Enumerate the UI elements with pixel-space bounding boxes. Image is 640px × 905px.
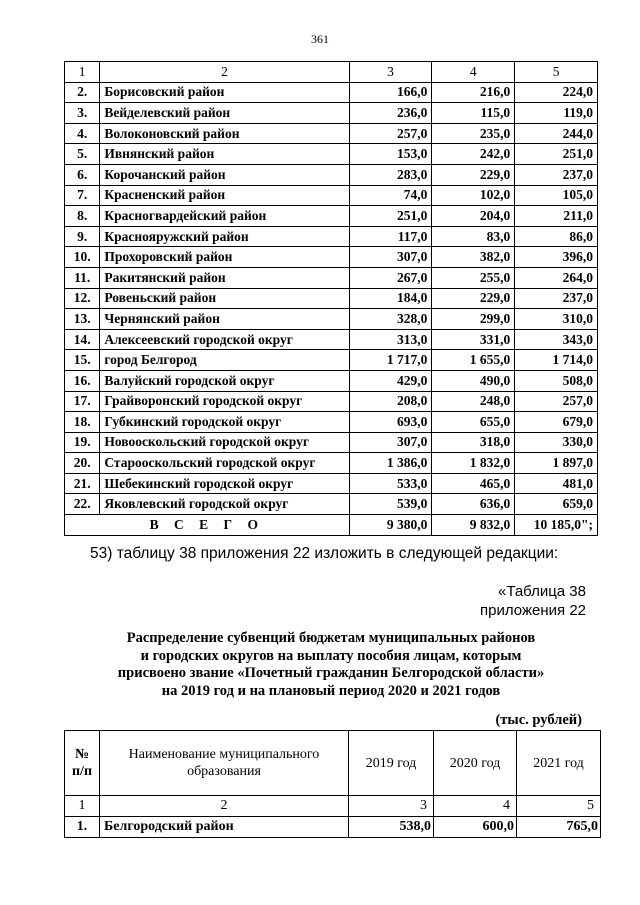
municipality-name: Красненский район — [100, 185, 349, 206]
value-2020: 600,0 — [434, 817, 517, 838]
col-number: 4 — [434, 796, 517, 817]
value-2019: 184,0 — [349, 288, 432, 309]
table-row — [65, 370, 598, 391]
value-2020: 490,0 — [432, 370, 515, 391]
value-2019: 539,0 — [349, 494, 432, 515]
value-2021: 1 897,0 — [515, 453, 598, 474]
header-name-text: Наименование муниципального образования — [128, 747, 320, 779]
value-2020: 655,0 — [432, 412, 515, 433]
row-number: 5. — [65, 144, 100, 165]
municipality-name: Ровеньский район — [100, 288, 349, 309]
value-2021: 105,0 — [515, 185, 598, 206]
row-number: 4. — [65, 123, 100, 144]
row-number: 9. — [65, 226, 100, 247]
header-2021: 2021 год — [517, 731, 601, 796]
value-2021: 481,0 — [515, 473, 598, 494]
value-2019: 251,0 — [349, 206, 432, 227]
row-number: 12. — [65, 288, 100, 309]
table-row — [65, 144, 598, 165]
title-line: присвоено звание «Почетный гражданин Белгородской области» — [117, 665, 545, 681]
table-row — [65, 103, 598, 124]
value-2020: 255,0 — [432, 267, 515, 288]
total-2021: 10 185,0"; — [515, 515, 598, 536]
value-2019: 257,0 — [349, 123, 432, 144]
table-row — [65, 453, 598, 474]
row-number: 7. — [65, 185, 100, 206]
municipality-name: Ивнянский район — [100, 144, 349, 165]
row-number: 15. — [65, 350, 100, 371]
value-2020: 83,0 — [432, 226, 515, 247]
value-2019: 208,0 — [349, 391, 432, 412]
value-2021: 244,0 — [515, 123, 598, 144]
row-number: 20. — [65, 453, 100, 474]
value-2021: 396,0 — [515, 247, 598, 268]
value-2020: 465,0 — [432, 473, 515, 494]
table-row — [65, 226, 598, 247]
col-number: 2 — [100, 796, 349, 817]
title-line: и городских округов на выплату пособия лицам, которым — [140, 647, 522, 664]
row-number: 6. — [65, 164, 100, 185]
value-2021: 237,0 — [515, 288, 598, 309]
title-line: Распределение субвенций бюджетам муниципальных районов — [126, 630, 536, 646]
value-2021: 251,0 — [515, 144, 598, 165]
value-2021: 659,0 — [515, 494, 598, 515]
table-row — [65, 267, 598, 288]
col-number: 3 — [349, 796, 434, 817]
value-2021: 264,0 — [515, 267, 598, 288]
value-2020: 331,0 — [432, 329, 515, 350]
municipality-name: Борисовский район — [100, 82, 349, 103]
value-2019: 429,0 — [349, 370, 432, 391]
value-2019: 166,0 — [349, 82, 432, 103]
table-row — [65, 185, 598, 206]
header-2019: 2019 год — [349, 731, 434, 796]
value-2021: 224,0 — [515, 82, 598, 103]
row-number: 13. — [65, 309, 100, 330]
table-row — [65, 206, 598, 227]
value-2020: 242,0 — [432, 144, 515, 165]
total-2020: 9 832,0 — [432, 515, 515, 536]
table-row — [65, 350, 598, 371]
honorary-citizen-table — [64, 730, 601, 838]
distribution-table-continued — [64, 61, 598, 536]
row-number: 8. — [65, 206, 100, 227]
table-row — [65, 309, 598, 330]
municipality-name: Алексеевский городской округ — [100, 329, 349, 350]
header-name — [100, 731, 349, 796]
table-row — [65, 123, 598, 144]
value-2020: 216,0 — [432, 82, 515, 103]
value-2021: 257,0 — [515, 391, 598, 412]
value-2020: 299,0 — [432, 309, 515, 330]
value-2019: 328,0 — [349, 309, 432, 330]
value-2020: 229,0 — [432, 288, 515, 309]
header-row — [65, 731, 601, 796]
value-2019: 267,0 — [349, 267, 432, 288]
municipality-name: Новооскольский городской округ — [100, 432, 349, 453]
total-2019: 9 380,0 — [349, 515, 432, 536]
value-2021: 310,0 — [515, 309, 598, 330]
header-num-text: № п/п — [71, 747, 93, 779]
table-row — [65, 432, 598, 453]
value-2021: 237,0 — [515, 164, 598, 185]
table-row — [65, 247, 598, 268]
value-2019: 533,0 — [349, 473, 432, 494]
value-2019: 1 717,0 — [349, 350, 432, 371]
value-2021: 119,0 — [515, 103, 598, 124]
municipality-name: Губкинский городской округ — [100, 412, 349, 433]
value-2020: 636,0 — [432, 494, 515, 515]
value-2020: 115,0 — [432, 103, 515, 124]
value-2019: 153,0 — [349, 144, 432, 165]
col-number: 5 — [515, 62, 598, 83]
value-2020: 235,0 — [432, 123, 515, 144]
table-row — [65, 82, 598, 103]
value-2019: 307,0 — [349, 432, 432, 453]
municipality-name: Грайворонский городской округ — [100, 391, 349, 412]
table-row — [65, 494, 598, 515]
value-2019: 283,0 — [349, 164, 432, 185]
table-row — [65, 164, 598, 185]
value-2019: 693,0 — [349, 412, 432, 433]
value-2020: 1 832,0 — [432, 453, 515, 474]
total-row — [65, 515, 598, 536]
value-2019: 236,0 — [349, 103, 432, 124]
col-number: 3 — [349, 62, 432, 83]
value-2020: 318,0 — [432, 432, 515, 453]
municipality-name: город Белгород — [100, 350, 349, 371]
municipality-name: Шебекинский городской округ — [100, 473, 349, 494]
value-2021: 765,0 — [517, 817, 601, 838]
table-title — [64, 630, 598, 700]
value-2021: 508,0 — [515, 370, 598, 391]
table-row — [65, 329, 598, 350]
value-2019: 538,0 — [349, 817, 434, 838]
municipality-name: Ракитянский район — [100, 267, 349, 288]
row-number: 17. — [65, 391, 100, 412]
value-2020: 229,0 — [432, 164, 515, 185]
value-2021: 1 714,0 — [515, 350, 598, 371]
municipality-name: Краснояружский район — [100, 226, 349, 247]
row-number: 22. — [65, 494, 100, 515]
municipality-name: Волоконовский район — [100, 123, 349, 144]
row-number: 10. — [65, 247, 100, 268]
col-number: 5 — [517, 796, 601, 817]
page-number: 361 — [311, 32, 329, 46]
municipality-name: Красногвардейский район — [100, 206, 349, 227]
municipality-name: Корочанский район — [100, 164, 349, 185]
row-number: 16. — [65, 370, 100, 391]
municipality-name: Чернянский район — [100, 309, 349, 330]
col-number: 1 — [65, 62, 100, 83]
row-number: 21. — [65, 473, 100, 494]
value-2021: 330,0 — [515, 432, 598, 453]
col-number: 4 — [432, 62, 515, 83]
header-num — [65, 731, 100, 796]
value-2019: 1 386,0 — [349, 453, 432, 474]
total-label: В С Е Г О — [65, 515, 350, 536]
col-number: 1 — [65, 796, 100, 817]
value-2021: 679,0 — [515, 412, 598, 433]
table-row — [65, 817, 601, 838]
value-2021: 86,0 — [515, 226, 598, 247]
value-2020: 204,0 — [432, 206, 515, 227]
value-2020: 1 655,0 — [432, 350, 515, 371]
header-2020: 2020 год — [434, 731, 517, 796]
value-2019: 313,0 — [349, 329, 432, 350]
municipality-name: Валуйский городской округ — [100, 370, 349, 391]
value-2020: 248,0 — [432, 391, 515, 412]
value-2021: 343,0 — [515, 329, 598, 350]
table-row — [65, 412, 598, 433]
amendment-instruction: 53) таблицу 38 приложения 22 изложить в следующей редакции: — [90, 545, 559, 562]
municipality-name: Белгородский район — [100, 817, 349, 838]
row-number: 1. — [65, 817, 100, 838]
value-2020: 382,0 — [432, 247, 515, 268]
row-number: 14. — [65, 329, 100, 350]
row-number: 11. — [65, 267, 100, 288]
column-number-row — [65, 796, 601, 817]
municipality-name: Яковлевский городской округ — [100, 494, 349, 515]
table-reference-line: «Таблица 38 — [497, 583, 586, 600]
municipality-name: Прохоровский район — [100, 247, 349, 268]
value-2019: 74,0 — [349, 185, 432, 206]
row-number: 19. — [65, 432, 100, 453]
row-number: 18. — [65, 412, 100, 433]
units-label: (тыс. рублей) — [495, 712, 582, 728]
value-2021: 211,0 — [515, 206, 598, 227]
municipality-name: Вейделевский район — [100, 103, 349, 124]
table-reference — [480, 582, 586, 620]
row-number: 3. — [65, 103, 100, 124]
value-2019: 307,0 — [349, 247, 432, 268]
appendix-reference-line: приложения 22 — [480, 602, 586, 619]
municipality-name: Старооскольский городской округ — [100, 453, 349, 474]
value-2019: 117,0 — [349, 226, 432, 247]
col-number: 2 — [100, 62, 349, 83]
row-number: 2. — [65, 82, 100, 103]
value-2020: 102,0 — [432, 185, 515, 206]
column-number-row — [65, 62, 598, 83]
table-row — [65, 391, 598, 412]
table-row — [65, 473, 598, 494]
table-row — [65, 288, 598, 309]
title-line: на 2019 год и на плановый период 2020 и 2021 годов — [161, 682, 501, 699]
